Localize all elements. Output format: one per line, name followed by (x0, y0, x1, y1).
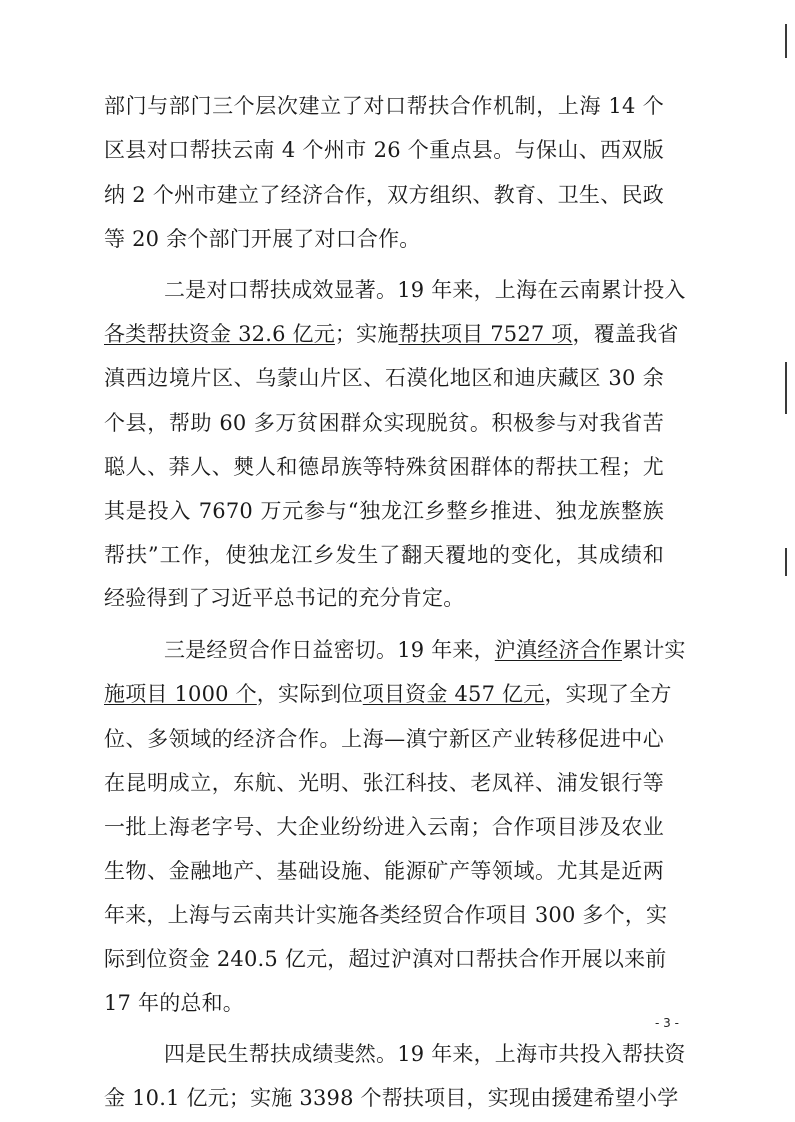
paragraph-3-line-8: 际到位资金 240.5 亿元，超过沪滇对口帮扶合作开展以来前 (104, 947, 667, 971)
paragraph-1-line-1: 部门与部门三个层次建立了对口帮扶合作机制，上海 14 个 (104, 94, 664, 118)
paragraph-2-line-1: 二是对口帮扶成效显著。19 年来，上海在云南累计投入 (164, 278, 686, 302)
scan-edge-mark (785, 548, 787, 576)
paragraph-3-line-2 (104, 680, 672, 708)
text-segment: ；实施 (334, 322, 399, 346)
paragraph-3-line-3: 位、多领域的经济合作。上海—滇宁新区产业转移促进中心 (104, 727, 664, 751)
paragraph-1-line-2: 区县对口帮扶云南 4 个州市 26 个重点县。与保山、西双版 (104, 138, 664, 162)
paragraph-3-line-5: 一批上海老字号、大企业纷纷进入云南；合作项目涉及农业 (104, 815, 664, 839)
paragraph-2-line-6: 其是投入 7670 万元参与“独龙江乡整乡推进、独龙族整族 (104, 499, 664, 523)
paragraph-3-line-4: 在昆明成立，东航、光明、张江科技、老凤祥、浦发银行等 (104, 771, 664, 795)
paragraph-4-line-1: 四是民生帮扶成绩斐然。19 年来，上海市共投入帮扶资 (164, 1042, 686, 1066)
paragraph-1-line-4: 等 20 余个部门开展了对口合作。 (104, 227, 421, 251)
text-segment: 累计实 (622, 638, 686, 662)
paragraph-2-line-3: 滇西边境片区、乌蒙山片区、石漠化地区和迪庆藏区 30 余 (104, 366, 664, 390)
underlined-cooperation: 沪滇经济合作 (494, 638, 622, 662)
underlined-projects: 施项目 1000 个 (104, 682, 257, 706)
paragraph-2-line-5: 聪人、莽人、僰人和德昂族等特殊贫困群体的帮扶工程；尤 (104, 455, 664, 479)
text-segment: 三是经贸合作日益密切。19 年来， (164, 638, 495, 662)
paragraph-2-line-2 (104, 320, 679, 348)
paragraph-2-line-7: 帮扶”工作，使独龙江乡发生了翻天覆地的变化，其成绩和 (104, 543, 664, 567)
underlined-projects: 帮扶项目 7527 项 (398, 322, 573, 346)
paragraph-3-line-7: 年来，上海与云南共计实施各类经贸合作项目 300 多个，实 (104, 903, 668, 927)
paragraph-2-line-4: 个县，帮助 60 多万贫困群众实现脱贫。积极参与对我省苦 (104, 411, 664, 435)
underlined-funds: 项目资金 457 亿元 (362, 682, 545, 706)
paragraph-4-line-2: 金 10.1 亿元；实施 3398 个帮扶项目，实现由援建希望小学 (104, 1086, 679, 1110)
paragraph-3-line-6: 生物、金融地产、基础设施、能源矿产等领域。尤其是近两 (104, 859, 664, 883)
paragraph-3-line-1 (164, 636, 686, 664)
scan-edge-mark (785, 362, 787, 414)
paragraph-2-line-8: 经验得到了习近平总书记的充分肯定。 (104, 586, 465, 610)
paragraph-3-line-9: 17 年的总和。 (104, 991, 244, 1015)
text-segment: ，实际到位 (256, 682, 363, 706)
paragraph-1-line-3: 纳 2 个州市建立了经济合作，双方组织、教育、卫生、民政 (104, 183, 664, 207)
page-number: - 3 - (655, 1016, 679, 1030)
scan-edge-mark (785, 24, 787, 58)
text-segment: ，实现了全方 (544, 682, 672, 706)
underlined-funds: 各类帮扶资金 32.6 亿元 (104, 322, 335, 346)
text-segment: ，覆盖我省 (572, 322, 679, 346)
